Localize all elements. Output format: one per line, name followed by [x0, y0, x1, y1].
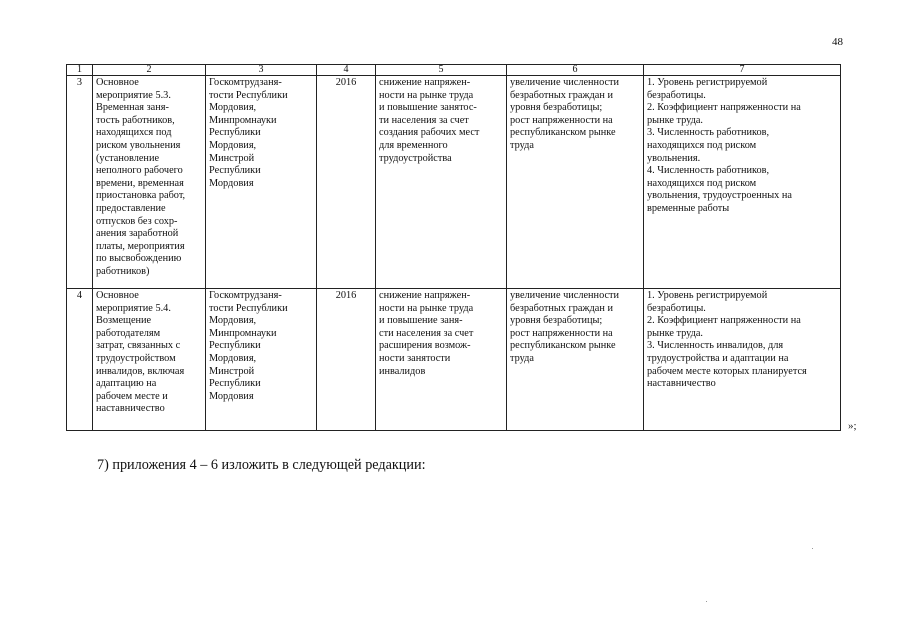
cell-line: увеличение численности [510, 77, 620, 88]
cell-line: инвалидов [379, 365, 426, 377]
cell-line: Временная заня- [96, 102, 169, 114]
year-cell: 2016 [317, 76, 376, 289]
cell-line: 2. Коэффициент напряженности на [647, 315, 801, 327]
cell-line: труда [510, 352, 534, 364]
cell-line: Мордовия [209, 177, 254, 189]
result-cell [376, 76, 507, 289]
header-cell-4: 4 [317, 65, 376, 76]
cell-line: сти населения за счет [379, 327, 474, 339]
cell-line: Мордовия, [209, 315, 257, 327]
cell-line: Минпромнауки [209, 114, 277, 126]
cell-line: увеличение численности [510, 290, 620, 301]
cell-line: 3. Численность работников, [647, 127, 770, 139]
cell-line: трудоустройства [379, 152, 452, 164]
header-cell-1: 1 [67, 65, 93, 76]
cell-line: времени, временная [96, 177, 184, 189]
measures-table [66, 64, 841, 431]
cell-line: ти населения за счет [379, 114, 469, 126]
cell-line: Основное [96, 290, 139, 301]
cell-line: Минстрой [209, 365, 255, 377]
cell-line: неполного рабочего [96, 165, 183, 177]
table-row [67, 76, 841, 289]
cell-line: адаптацию на [96, 378, 157, 390]
result-cell [376, 289, 507, 431]
cell-line: отпусков без сохр- [96, 215, 178, 227]
cell-line: Мордовия, [209, 352, 257, 364]
cell-line: анения заработной [96, 228, 179, 240]
cell-line: республиканском рынке [510, 127, 616, 139]
measure-cell [93, 289, 206, 431]
header-cell-3: 3 [206, 65, 317, 76]
cell-line: 1. Уровень регистрируемой [647, 77, 768, 88]
cell-line: труда [510, 139, 534, 151]
header-cell-5: 5 [376, 65, 507, 76]
indicators-cell [644, 289, 841, 431]
cell-line: создания рабочих мест [379, 127, 480, 139]
cell-line: рост напряженности на [510, 114, 613, 126]
table-closing-quote: »; [848, 420, 857, 432]
cell-line: увольнения, трудоустроенных на [647, 190, 792, 202]
cell-line: рабочем месте и [96, 390, 168, 402]
cell-line: работников) [96, 265, 150, 277]
year-cell: 2016 [317, 289, 376, 431]
scan-speck [706, 601, 707, 602]
cell-line: Минстрой [209, 152, 255, 164]
cell-line: ности занятости [379, 352, 451, 364]
cell-line: Республики [209, 340, 261, 352]
cell-line: Республики [209, 127, 261, 139]
cell-line: работодателям [96, 327, 161, 339]
cell-line: 3. Численность инвалидов, для [647, 340, 784, 352]
cell-line: (установление [96, 152, 160, 164]
row-number: 3 [67, 76, 93, 289]
cell-line: республиканском рынке [510, 340, 616, 352]
cell-line: Основное [96, 77, 139, 88]
measure-cell [93, 76, 206, 289]
executor-cell [206, 289, 317, 431]
table-row [67, 289, 841, 431]
cell-line: Республики [209, 378, 261, 390]
cell-line: тости Республики [209, 302, 288, 314]
cell-line: безработицы. [647, 89, 706, 101]
cell-line: тости Республики [209, 89, 288, 101]
cell-line: наставничество [96, 403, 165, 415]
cell-line: инвалидов, включая [96, 365, 185, 377]
cell-line: ности на рынке труда [379, 89, 474, 101]
cell-line: Госкомтрудзаня- [209, 77, 282, 88]
cell-line: трудоустройством [96, 352, 176, 364]
table-header-row [67, 65, 841, 76]
cell-line: 2. Коэффициент напряженности на [647, 102, 801, 114]
cell-line: тость работников, [96, 114, 175, 126]
cell-line: наставничество [647, 378, 716, 390]
cell-line: безработных граждан и [510, 89, 613, 101]
cell-line: рынке труда. [647, 114, 703, 126]
cell-line: Возмещение [96, 315, 152, 327]
cell-line: рабочем месте которых планируется [647, 365, 807, 377]
cell-line: и повышение занятос- [379, 102, 477, 114]
cell-line: Госкомтрудзаня- [209, 290, 282, 301]
cell-line: Мордовия, [209, 102, 257, 114]
cell-line: мероприятие 5.4. [96, 302, 171, 314]
cell-line: Мордовия, [209, 139, 257, 151]
consequence-cell [507, 76, 644, 289]
cell-line: рынке труда. [647, 327, 703, 339]
cell-line: находящихся под [96, 127, 172, 139]
cell-line: 4. Численность работников, [647, 165, 770, 177]
cell-line: 1. Уровень регистрируемой [647, 290, 768, 301]
executor-cell [206, 76, 317, 289]
cell-line: предоставление [96, 202, 166, 214]
cell-line: безработных граждан и [510, 302, 613, 314]
body-sentence: 7) приложения 4 – 6 изложить в следующей редакции: [97, 457, 426, 473]
cell-line: по высвобождению [96, 253, 182, 265]
cell-line: уровня безработицы; [510, 315, 603, 327]
row-number: 4 [67, 289, 93, 431]
cell-line: безработицы. [647, 302, 706, 314]
cell-line: уровня безработицы; [510, 102, 603, 114]
cell-line: временные работы [647, 202, 730, 214]
cell-line: платы, мероприятия [96, 240, 185, 252]
cell-line: находящихся под риском [647, 139, 757, 151]
cell-line: снижение напряжен- [379, 290, 471, 301]
cell-line: ности на рынке труда [379, 302, 474, 314]
cell-line: и повышение заня- [379, 315, 463, 327]
cell-line: для временного [379, 139, 448, 151]
scan-speck [812, 548, 813, 549]
cell-line: расширения возмож- [379, 340, 471, 352]
cell-line: приостановка работ, [96, 190, 186, 202]
cell-line: находящихся под риском [647, 177, 757, 189]
consequence-cell [507, 289, 644, 431]
cell-line: риском увольнения [96, 139, 181, 151]
indicators-cell [644, 76, 841, 289]
cell-line: мероприятие 5.3. [96, 89, 171, 101]
cell-line: рост напряженности на [510, 327, 613, 339]
header-cell-7: 7 [644, 65, 841, 76]
cell-line: увольнения. [647, 152, 701, 164]
page-number: 48 [832, 36, 843, 48]
cell-line: трудоустройства и адаптации на [647, 352, 789, 364]
header-cell-6: 6 [507, 65, 644, 76]
cell-line: снижение напряжен- [379, 77, 471, 88]
cell-line: затрат, связанных с [96, 340, 181, 352]
header-cell-2: 2 [93, 65, 206, 76]
cell-line: Мордовия [209, 390, 254, 402]
cell-line: Минпромнауки [209, 327, 277, 339]
cell-line: Республики [209, 165, 261, 177]
